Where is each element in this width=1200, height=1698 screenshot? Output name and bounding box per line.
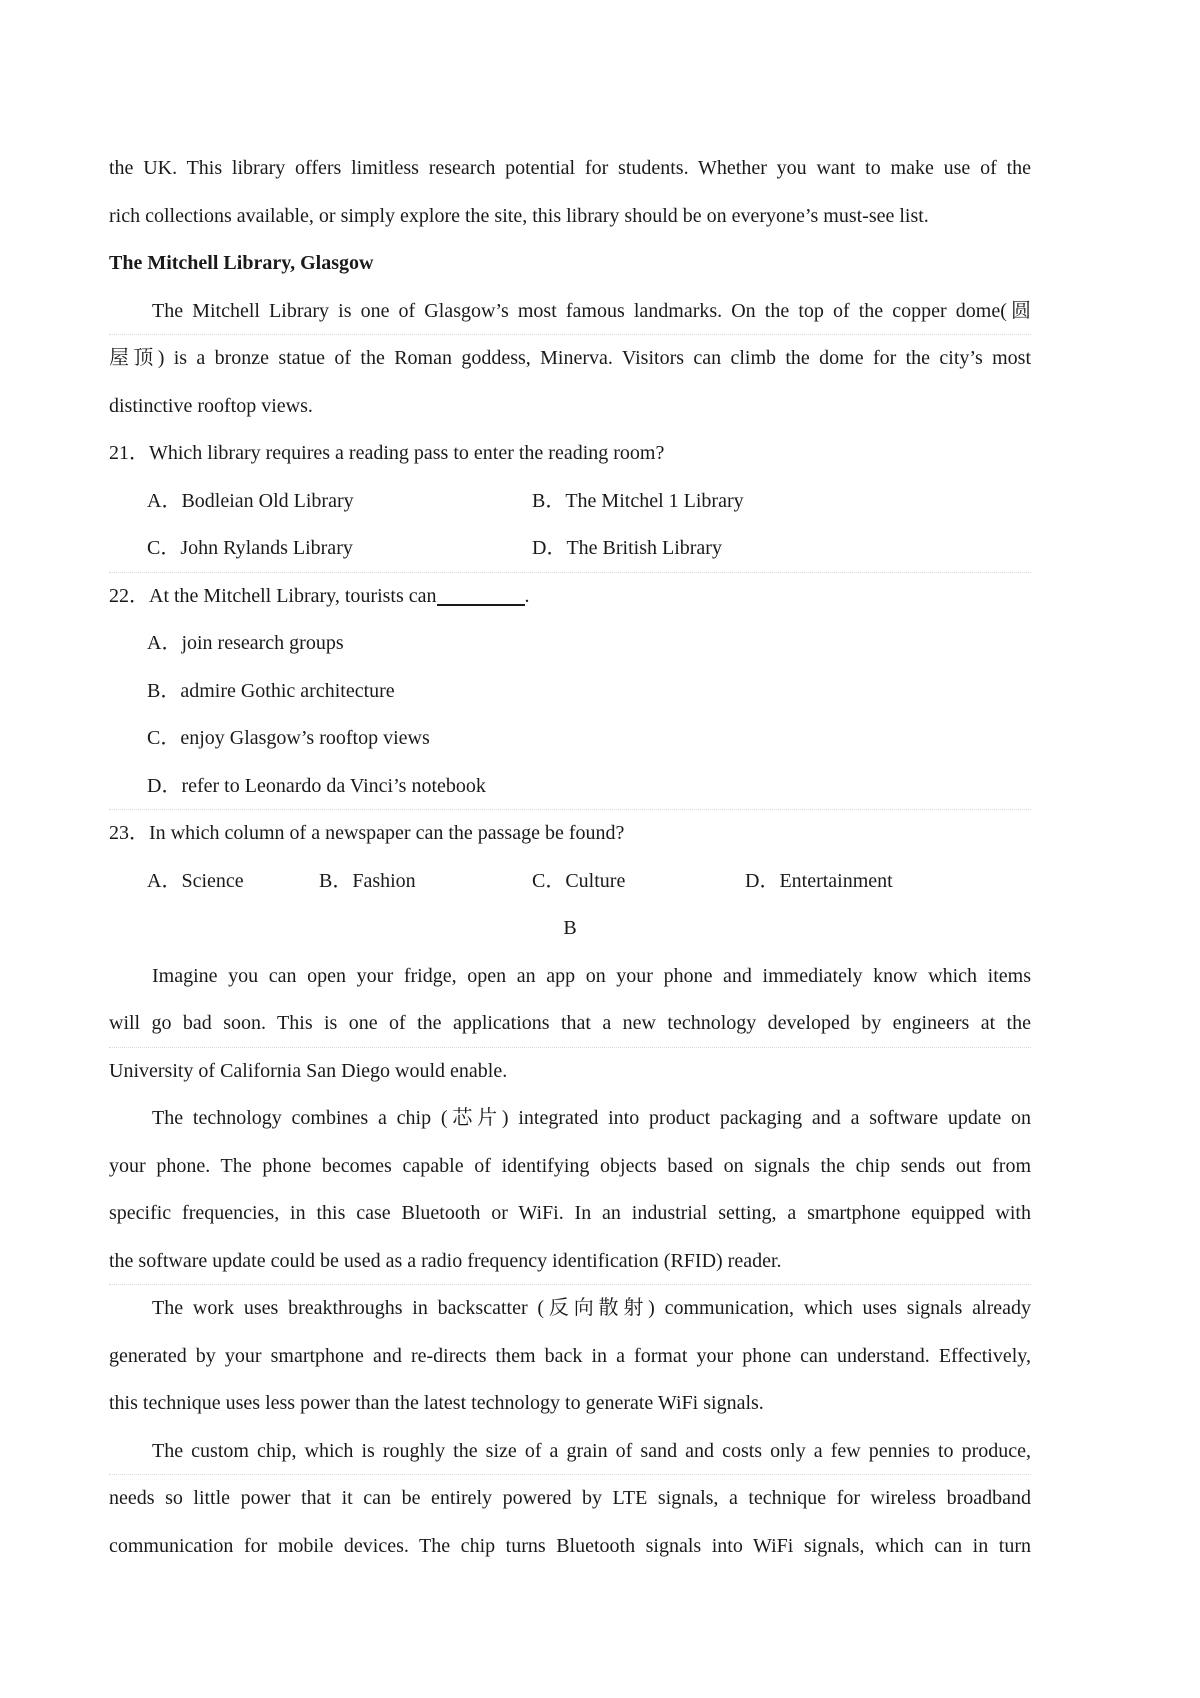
option-d: D．Entertainment	[745, 869, 893, 892]
option-a: A．Bodleian Old Library	[147, 489, 354, 512]
paragraph-line: the UK. This library offers limitless research potential for students. Whether you want to make use of the	[109, 157, 1031, 179]
question-22: 22．At the Mitchell Library, tourists can .	[109, 573, 1031, 621]
paragraph-line: will go bad soon. This is one of the applications that a new technology developed by engineers at the	[109, 1000, 1031, 1048]
document-body	[109, 145, 1031, 1570]
paragraph-line: communication for mobile devices. The chip turns Bluetooth signals into WiFi signals, which can in turn	[109, 1534, 1031, 1557]
option-c: C．enjoy Glasgow’s rooftop views	[147, 727, 430, 749]
paragraph-line: The Mitchell Library is one of Glasgow’s most famous landmarks. On the top of the copper dome(圆	[109, 288, 1031, 336]
option-d: D．The British Library	[532, 537, 722, 559]
paragraph-line: Imagine you can open your fridge, open an app on your phone and immediately know which items	[152, 964, 1031, 987]
paragraph-line: distinctive rooftop views.	[109, 394, 313, 417]
option-c: C．John Rylands Library	[147, 537, 353, 559]
option-b: B．Fashion	[319, 869, 416, 892]
answer-blank	[437, 580, 525, 606]
paragraph-line: The custom chip, which is roughly the size of a grain of sand and costs only a few pennies to produce,	[109, 1428, 1031, 1476]
paragraph-line: your phone. The phone becomes capable of identifying objects based on signals the chip sends out from	[109, 1154, 1031, 1177]
question-21: 21．Which library requires a reading pass to enter the reading room?	[109, 442, 665, 464]
paragraph-line: 屋顶) is a bronze statue of the Roman goddess, Minerva. Visitors can climb the dome for the city’s most	[109, 347, 1031, 369]
option-a: A．Science	[147, 869, 244, 892]
paragraph-line: the software update could be used as a radio frequency identification (RFID) reader.	[109, 1238, 1031, 1286]
option-row	[109, 525, 1031, 573]
paragraph-line: this technique uses less power than the latest technology to generate WiFi signals.	[109, 1392, 764, 1414]
option-b: B．The Mitchel 1 Library	[532, 489, 744, 512]
option-row	[109, 858, 1031, 906]
section-label: B	[563, 917, 577, 939]
paragraph-line: needs so little power that it can be entirely powered by LTE signals, a technique for wireless broadband	[109, 1487, 1031, 1509]
option-row	[109, 478, 1031, 526]
question-23: 23．In which column of a newspaper can the passage be found?	[109, 822, 625, 844]
option-c: C．Culture	[532, 869, 626, 892]
option-d: D．refer to Leonardo da Vinci’s notebook	[109, 763, 1031, 811]
paragraph-line: specific frequencies, in this case Bluetooth or WiFi. In an industrial setting, a smartphone equipped with	[109, 1202, 1031, 1224]
paragraph-line: generated by your smartphone and re-directs them back in a format your phone can understand. Effectively,	[109, 1344, 1031, 1367]
paragraph-line: University of California San Diego would enable.	[109, 1059, 508, 1082]
paragraph-line: The work uses breakthroughs in backscatter (反向散射) communication, which uses signals already	[152, 1297, 1031, 1319]
paragraph-line: rich collections available, or simply explore the site, this library should be on everyone’s must-see list.	[109, 204, 929, 227]
section-heading: The Mitchell Library, Glasgow	[109, 252, 374, 274]
option-b: B．admire Gothic architecture	[147, 679, 395, 702]
paragraph-line: The technology combines a chip (芯片) integrated into product packaging and a software update on	[152, 1107, 1031, 1129]
option-a: A．join research groups	[147, 632, 344, 654]
